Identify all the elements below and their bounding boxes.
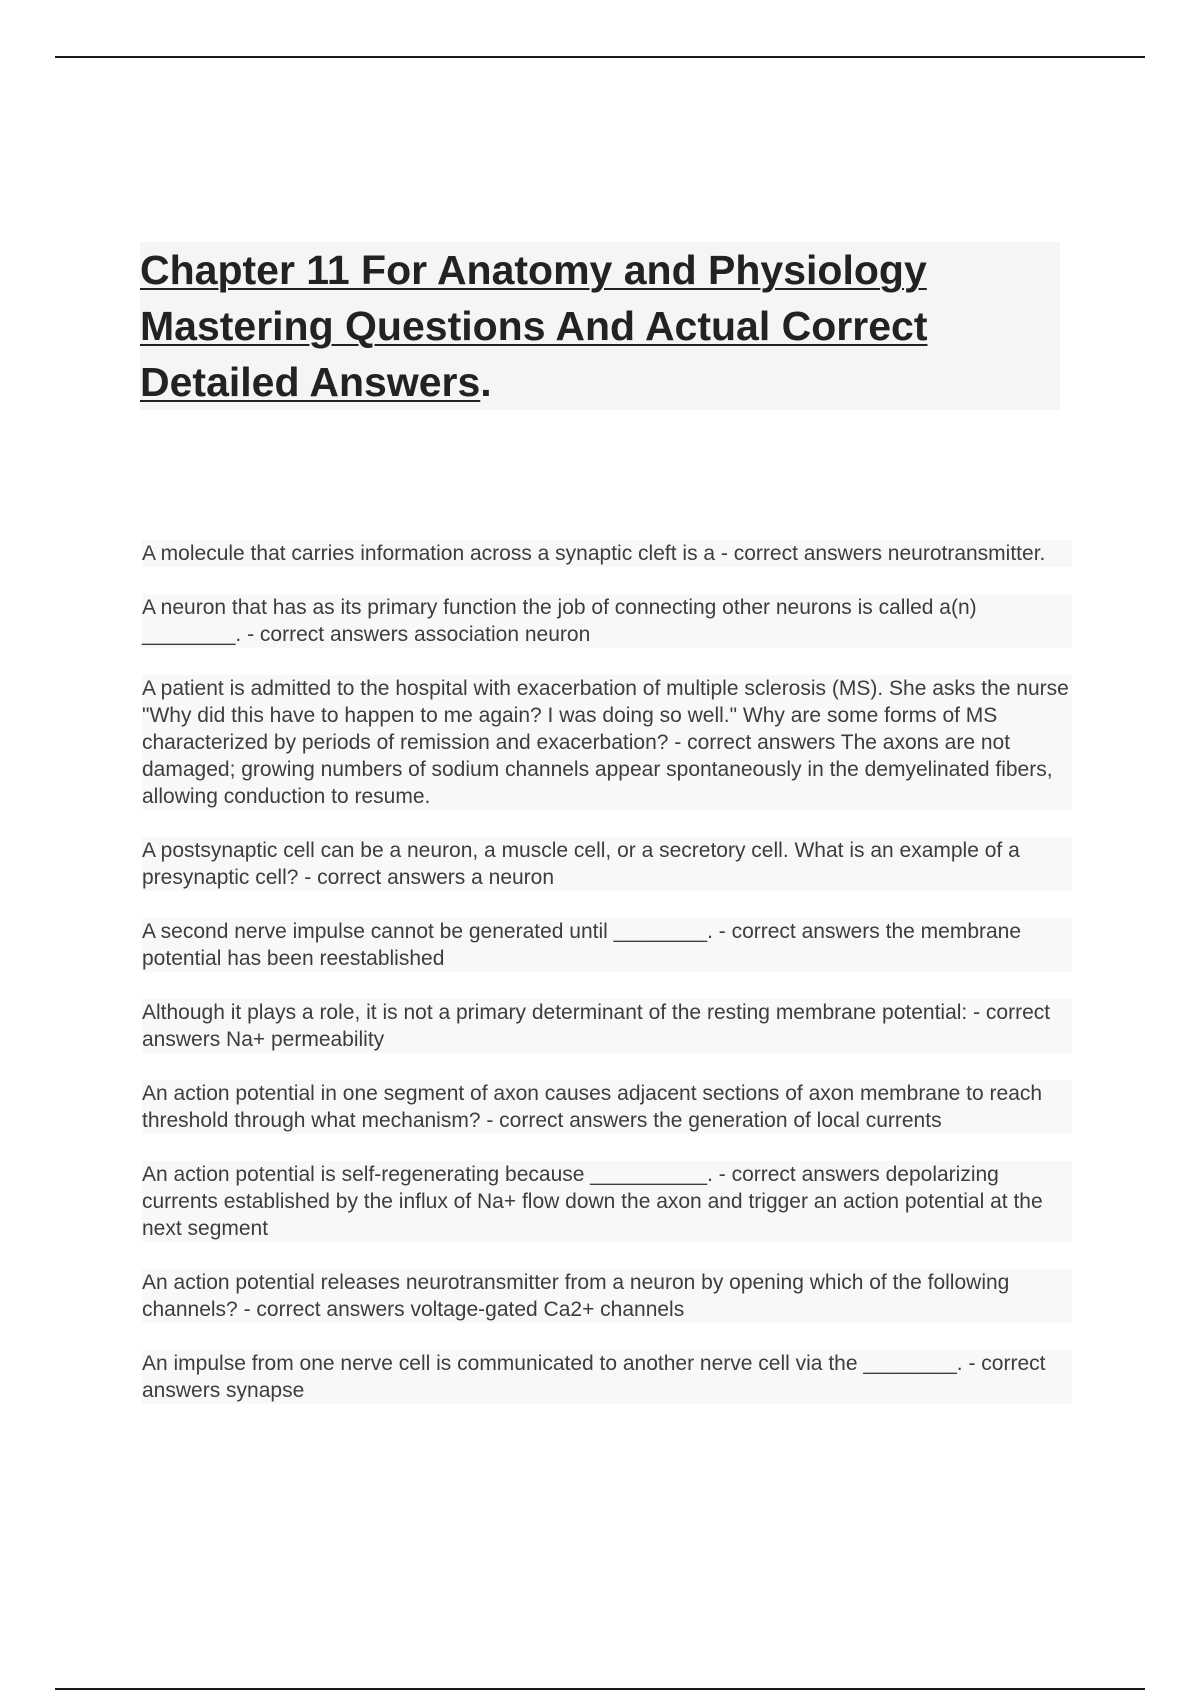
qa-item-8: An action potential is self-regenerating because __________. - correct answers depolarizing currents established by the influx of Na+ flow down the axon and trigger an action potential at the next segment xyxy=(142,1161,1072,1242)
qa-item-4: A postsynaptic cell can be a neuron, a muscle cell, or a secretory cell. What is an example of a presynaptic cell? - correct answers a neuron xyxy=(142,837,1072,891)
qa-item-2: A neuron that has as its primary function the job of connecting other neurons is called a(n) ________. - correct answers association neuron xyxy=(142,594,1072,648)
qa-item-6: Although it plays a role, it is not a primary determinant of the resting membrane potential: - correct answers Na+ permeability xyxy=(142,999,1072,1053)
title-line-2: Mastering Questions And Actual Correct xyxy=(140,303,928,349)
title-block xyxy=(140,242,1060,410)
title-line-3: Detailed Answers xyxy=(140,359,481,405)
qa-item-10: An impulse from one nerve cell is communicated to another nerve cell via the ________. - correct answers synapse xyxy=(142,1350,1072,1404)
qa-item-3: A patient is admitted to the hospital with exacerbation of multiple sclerosis (MS). She asks the nurse "Why did this have to happen to me again? I was doing so well." Why are some forms of MS characterized by periods of remission and exacerbation? - correct answers The axons are not damaged; growing numbers of sodium channels appear spontaneously in the demyelinated fibers, allowing conduction to resume. xyxy=(142,675,1072,810)
bottom-rule xyxy=(55,1688,1145,1690)
qa-item-9: An action potential releases neurotransmitter from a neuron by opening which of the following channels? - correct answers voltage-gated Ca2+ channels xyxy=(142,1269,1072,1323)
qa-item-5: A second nerve impulse cannot be generated until ________. - correct answers the membrane potential has been reestablished xyxy=(142,918,1072,972)
top-rule xyxy=(55,56,1145,58)
qa-list xyxy=(142,540,1072,1431)
title-period: . xyxy=(480,359,492,405)
qa-item-7: An action potential in one segment of axon causes adjacent sections of axon membrane to reach threshold through what mechanism? - correct answers the generation of local currents xyxy=(142,1080,1072,1134)
page-title xyxy=(140,242,1060,410)
title-line-1: Chapter 11 For Anatomy and Physiology xyxy=(140,247,927,293)
qa-item-1: A molecule that carries information across a synaptic cleft is a - correct answers neurotransmitter. xyxy=(142,540,1072,567)
